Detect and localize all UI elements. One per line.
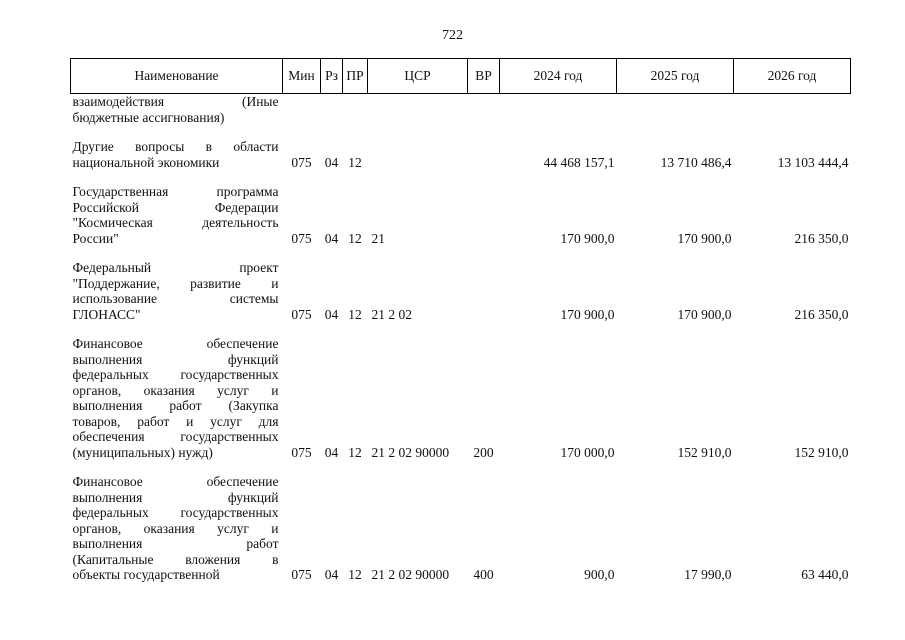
row-name-line: России" (72, 230, 119, 246)
row-name-line: Федеральный проект (72, 260, 279, 275)
row-name-line: (муниципальных) нужд) (72, 444, 213, 460)
row-name-line: (Капитальные вложения в (72, 551, 279, 567)
amount-2024-cell: 44 468 157,1 (543, 154, 615, 170)
table-header-row (71, 59, 851, 94)
row-name-cell (71, 170, 283, 246)
row-name-line: Другие вопросы в области (72, 139, 279, 154)
row-name-line: федеральных государственных (72, 367, 279, 382)
amount-2025-cell: 13 710 486,4 (660, 154, 732, 170)
amount-2026-cell: 13 103 444,4 (777, 154, 849, 170)
page-number: 722 (442, 28, 463, 43)
row-name-line: выполнения функций (72, 351, 279, 367)
pr-cell: 12 (348, 567, 362, 582)
row-name-line: товаров, работ и услуг для (72, 413, 279, 429)
row-name-line: органов, оказания услуг и (72, 382, 279, 398)
amount-2025-cell: 152 910,0 (677, 444, 732, 460)
budget-table (70, 58, 851, 583)
table-row (71, 94, 851, 126)
header-2024: 2024 год (500, 59, 617, 94)
amount-2024-cell (500, 94, 617, 126)
table-row (71, 460, 851, 583)
vr-cell: 200 (473, 444, 494, 460)
row-name-line: бюджетные ассигнования) (72, 109, 225, 125)
min-cell: 075 (291, 306, 312, 322)
row-name-line: федеральных государственных (72, 505, 279, 520)
header-name: Наименование (71, 59, 283, 94)
header-pr: ПР (343, 59, 368, 94)
row-name-line: объекты государственной (72, 567, 220, 582)
row-name-line: "Космическая деятельность (72, 215, 279, 230)
rz-cell: 04 (324, 230, 339, 246)
vr-cell: 400 (473, 567, 494, 582)
row-name-line: выполнения работ (72, 536, 279, 551)
amount-2025-cell: 170 900,0 (677, 306, 732, 322)
header-2025: 2025 год (617, 59, 734, 94)
min-cell: 075 (291, 154, 312, 170)
row-name-line: Финансовое обеспечение (72, 336, 279, 351)
amount-2026-cell (734, 94, 851, 126)
row-name-cell (71, 246, 283, 322)
amount-2026-cell: 216 350,0 (794, 306, 849, 322)
min-cell: 075 (291, 567, 312, 582)
row-name-cell (71, 125, 283, 170)
header-rz: Рз (321, 59, 343, 94)
rz-cell: 04 (324, 154, 339, 170)
table-row (71, 246, 851, 322)
row-name-line: обеспечения государственных (72, 429, 279, 444)
amount-2025-cell (617, 94, 734, 126)
row-name-line: национальной экономики (72, 154, 220, 170)
amount-2026-cell: 63 440,0 (801, 567, 849, 582)
amount-2026-cell: 216 350,0 (794, 230, 849, 246)
amount-2024-cell: 900,0 (584, 567, 615, 582)
csr-cell (368, 125, 468, 170)
amount-2024-cell: 170 000,0 (560, 444, 615, 460)
row-name-cell (71, 460, 283, 583)
amount-2024-cell: 170 900,0 (560, 306, 615, 322)
rz-cell (321, 94, 343, 126)
pr-cell (343, 94, 368, 126)
row-name-line: органов, оказания услуг и (72, 520, 279, 536)
header-min: Мин (283, 59, 321, 94)
table-body (71, 94, 851, 583)
amount-2025-cell: 17 990,0 (684, 567, 732, 582)
header-vr: ВР (468, 59, 500, 94)
amount-2026-cell: 152 910,0 (794, 444, 849, 460)
vr-cell (468, 170, 500, 246)
row-name-cell (71, 322, 283, 460)
pr-cell: 12 (348, 230, 362, 246)
csr-cell: 21 (371, 230, 385, 246)
min-cell: 075 (291, 230, 312, 246)
row-name-line: использование системы (72, 291, 279, 306)
row-name-line: выполнения функций (72, 489, 279, 505)
row-name-cell (71, 94, 283, 126)
csr-cell: 21 2 02 (371, 306, 412, 322)
row-name-line: взаимодействия (Иные (72, 94, 279, 109)
header-2026: 2026 год (734, 59, 851, 94)
min-cell (283, 94, 321, 126)
table-row (71, 125, 851, 170)
row-name-line: ГЛОНАСС" (72, 306, 141, 322)
header-csr: ЦСР (368, 59, 468, 94)
rz-cell: 04 (324, 567, 339, 582)
vr-cell (468, 94, 500, 126)
row-name-line: Государственная программа (72, 184, 279, 199)
pr-cell: 12 (348, 306, 362, 322)
row-name-line: Финансовое обеспечение (72, 474, 279, 489)
csr-cell: 21 2 02 90000 (371, 567, 450, 582)
row-name-line: Российской Федерации (72, 199, 279, 215)
rz-cell: 04 (324, 444, 339, 460)
csr-cell: 21 2 02 90000 (371, 444, 450, 460)
row-name-line: "Поддержание, развитие и (72, 275, 279, 291)
rz-cell: 04 (324, 306, 339, 322)
vr-cell (468, 246, 500, 322)
amount-2024-cell: 170 900,0 (560, 230, 615, 246)
table-row (71, 170, 851, 246)
pr-cell: 12 (348, 444, 362, 460)
amount-2025-cell: 170 900,0 (677, 230, 732, 246)
table-row (71, 322, 851, 460)
row-name-line: выполнения работ (Закупка (72, 398, 279, 413)
pr-cell: 12 (348, 154, 362, 170)
csr-cell (368, 94, 468, 126)
min-cell: 075 (291, 444, 312, 460)
vr-cell (468, 125, 500, 170)
